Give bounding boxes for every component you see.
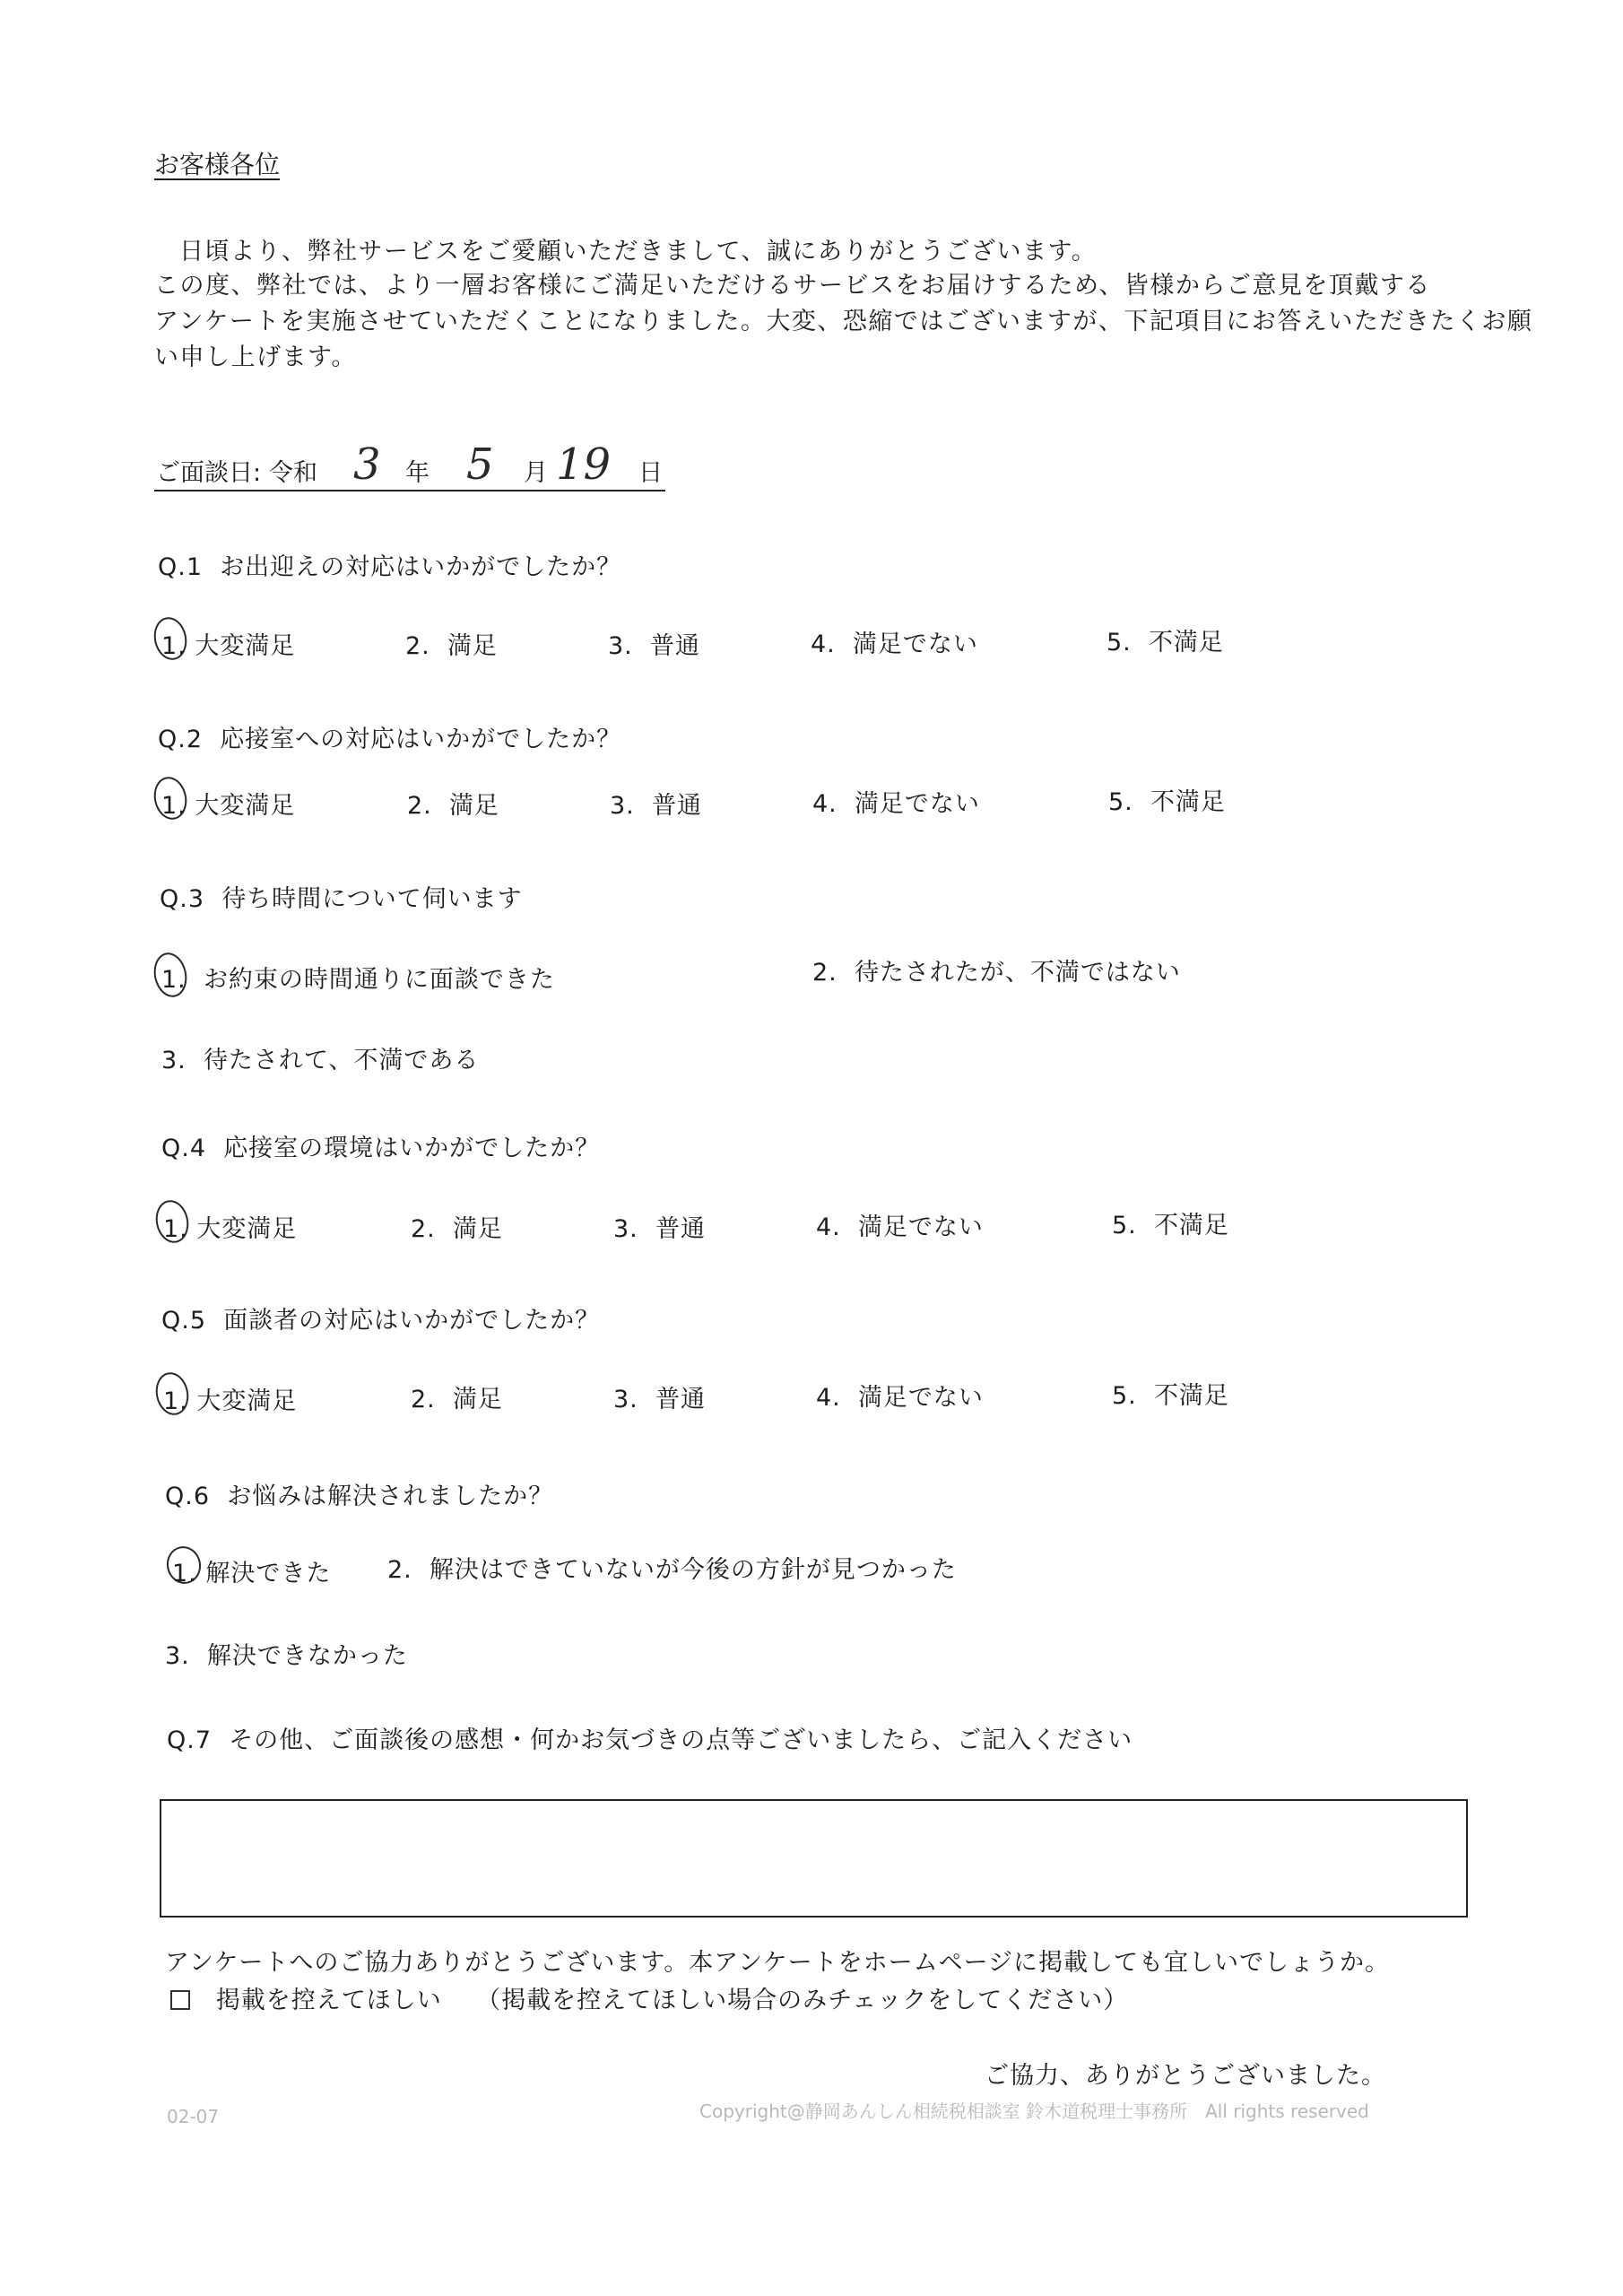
q2-option-1[interactable]: 1. 大変満足 <box>161 792 296 820</box>
date-month-value[interactable]: 5 <box>466 439 494 490</box>
question-number: Q.4 <box>161 1135 207 1162</box>
q1-option-3[interactable]: 3. 普通 <box>608 632 700 660</box>
date-era: 令和 <box>269 459 317 487</box>
q6-option-1[interactable]: 1. 解決できた <box>172 1560 332 1587</box>
q2-option-3[interactable]: 3. 普通 <box>610 792 702 820</box>
q5-option-1[interactable]: 1. 大変満足 <box>163 1387 298 1415</box>
q6-option-3[interactable]: 3. 解決できなかった <box>165 1642 408 1670</box>
q4-option-5[interactable]: 5. 不満足 <box>1112 1212 1229 1239</box>
intro-line-2: この度、弊社では、より一層お客様にご満足いただけるサービスをお届けするため、皆様からご意見を頂戴する <box>154 272 1431 300</box>
q5-option-5[interactable]: 5. 不満足 <box>1112 1382 1229 1410</box>
question-number: Q.1 <box>158 553 204 581</box>
question-5 <box>161 1300 600 1335</box>
question-text: 応接室への対応はいかがでしたか？ <box>220 726 622 753</box>
question-6 <box>165 1476 553 1511</box>
copyright: Copyright@静岡あんしん相続税相談室 鈴木道税理士事務所 All rights reserved <box>699 2100 1369 2122</box>
q2-option-2[interactable]: 2. 満足 <box>407 792 499 820</box>
publish-question: アンケートへのご協力ありがとうございます。本アンケートをホームページに掲載しても宜しいでしょうか。 <box>165 1949 1391 1977</box>
q5-option-4[interactable]: 4. 満足でない <box>816 1384 984 1412</box>
question-text: その他、ご面談後の感想・何かお気づきの点等ございましたら、ご記入ください <box>229 1726 1133 1754</box>
question-number: Q.3 <box>160 885 205 913</box>
question-text: お悩みは解決されましたか？ <box>227 1483 554 1510</box>
comment-textarea[interactable] <box>160 1799 1468 1918</box>
q4-option-4[interactable]: 4. 満足でない <box>816 1213 984 1241</box>
greeting-heading: お客様各位 <box>154 150 281 179</box>
date-day-unit: 日 <box>638 459 663 487</box>
form-code: 02-07 <box>167 2106 220 2127</box>
question-number: Q.5 <box>161 1307 207 1335</box>
question-text: 待ち時間について伺います <box>221 885 523 913</box>
question-1 <box>158 547 621 582</box>
date-label: ご面談日: <box>156 459 262 487</box>
publish-optout <box>170 1980 1128 2015</box>
q4-option-3[interactable]: 3. 普通 <box>613 1215 706 1243</box>
q5-option-2[interactable]: 2. 満足 <box>411 1386 503 1413</box>
question-2 <box>158 719 621 754</box>
checkbox-label: 掲載を控えてほしい <box>215 1987 442 2014</box>
question-text: お出迎えの対応はいかがでしたか？ <box>220 553 622 581</box>
intro-line-1: 日頃より、弊社サービスをご愛顧いただきまして、誠にありがとうございます。 <box>179 238 1098 265</box>
q1-option-2[interactable]: 2. 満足 <box>405 632 498 660</box>
q5-option-3[interactable]: 3. 普通 <box>613 1386 706 1413</box>
question-number: Q.7 <box>167 1726 213 1754</box>
q1-option-1[interactable]: 1. 大変満足 <box>161 632 296 660</box>
checkbox-note: （掲載を控えてほしい場合のみチェックをしてください） <box>476 1987 1129 2014</box>
question-7 <box>167 1720 1133 1755</box>
q3-option-2[interactable]: 2. 待たされたが、不満ではない <box>812 959 1181 987</box>
interview-date <box>154 439 665 491</box>
q4-option-1[interactable]: 1. 大変満足 <box>163 1215 298 1243</box>
question-4 <box>161 1128 600 1163</box>
question-text: 応接室の環境はいかがでしたか？ <box>223 1135 601 1162</box>
question-number: Q.2 <box>158 726 204 753</box>
question-text: 面談者の対応はいかがでしたか？ <box>223 1307 601 1335</box>
date-year-value[interactable]: 3 <box>353 439 381 490</box>
question-number: Q.6 <box>165 1483 211 1510</box>
q1-option-5[interactable]: 5. 不満足 <box>1107 629 1224 657</box>
q2-option-5[interactable]: 5. 不満足 <box>1108 788 1226 816</box>
q3-option-3[interactable]: 3. 待たされて、不満である <box>161 1047 480 1074</box>
q1-option-4[interactable]: 4. 満足でない <box>811 631 978 658</box>
q2-option-4[interactable]: 4. 満足でない <box>812 790 980 818</box>
question-3 <box>160 879 523 914</box>
date-month-unit: 月 <box>524 459 548 487</box>
date-day-value[interactable]: 19 <box>556 439 612 490</box>
date-year-unit: 年 <box>405 459 430 487</box>
q4-option-2[interactable]: 2. 満足 <box>411 1215 503 1243</box>
q6-option-2[interactable]: 2. 解決はできていないが今後の方針が見つかった <box>387 1556 957 1584</box>
q3-option-1[interactable]: 1. お約束の時間通りに面談できた <box>161 966 555 994</box>
thanks-message: ご協力、ありがとうございました。 <box>985 2062 1386 2090</box>
intro-line-4: い申し上げます。 <box>154 344 357 371</box>
intro-line-3: アンケートを実施させていただくことになりました。大変、恐縮ではございますが、下記項目にお答えいただきたくお願 <box>154 308 1533 335</box>
optout-checkbox[interactable] <box>170 1990 190 2010</box>
